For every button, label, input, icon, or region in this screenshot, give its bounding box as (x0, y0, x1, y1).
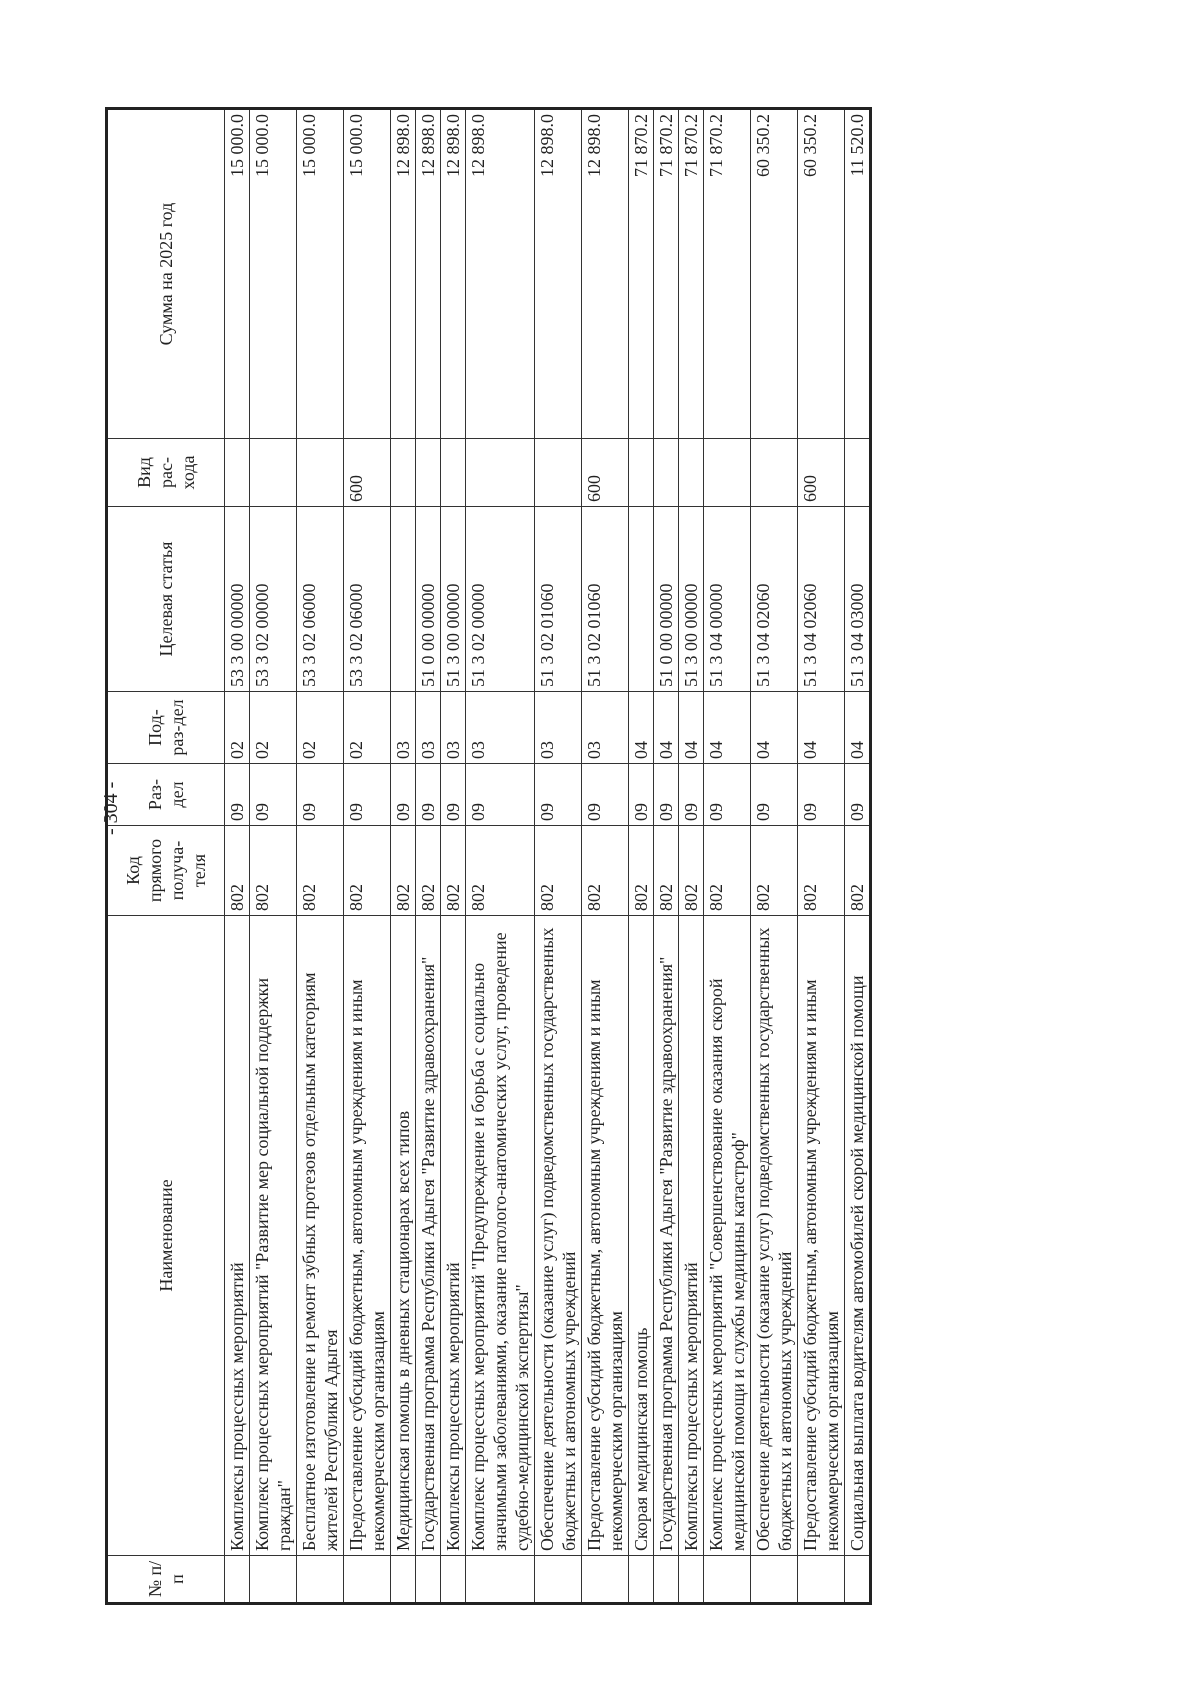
header-num: № п/п (107, 1556, 225, 1604)
cell-name: Комплексы процессных мероприятий (225, 916, 250, 1556)
header-recipient: Код прямого получа-теля (107, 826, 225, 916)
cell-recipient: 802 (225, 826, 250, 916)
page-number: - 304 - (100, 781, 122, 835)
cell-expense: 600 (798, 439, 845, 507)
cell-num (629, 1556, 654, 1604)
cell-subsection: 03 (391, 692, 416, 764)
table-row (416, 109, 441, 1604)
cell-target: 51 3 02 01060 (582, 507, 629, 692)
cell-expense (250, 439, 297, 507)
cell-recipient: 802 (704, 826, 751, 916)
budget-table (105, 107, 872, 1605)
cell-target: 51 3 02 01060 (535, 507, 582, 692)
cell-recipient: 802 (416, 826, 441, 916)
header-subsection: Под-раз-дел (107, 692, 225, 764)
cell-subsection: 04 (845, 692, 871, 764)
cell-amount: 71 870.2 (629, 109, 654, 439)
cell-num (416, 1556, 441, 1604)
cell-amount: 15 000.0 (344, 109, 391, 439)
cell-subsection: 04 (679, 692, 704, 764)
cell-subsection: 04 (704, 692, 751, 764)
cell-section: 09 (679, 764, 704, 826)
table-row (704, 109, 751, 1604)
cell-amount: 12 898.0 (535, 109, 582, 439)
cell-name: Скорая медицинская помощь (629, 916, 654, 1556)
cell-expense (629, 439, 654, 507)
cell-num (582, 1556, 629, 1604)
cell-name: Комплекс процессных мероприятий "Совершенствование оказания скорой медицинской помощи и службы медицины катастроф" (704, 916, 751, 1556)
cell-expense (416, 439, 441, 507)
cell-expense (297, 439, 344, 507)
header-section: Раз-дел (107, 764, 225, 826)
cell-expense (535, 439, 582, 507)
cell-recipient: 802 (845, 826, 871, 916)
table-row (679, 109, 704, 1604)
cell-expense (751, 439, 798, 507)
cell-section: 09 (704, 764, 751, 826)
cell-subsection: 02 (225, 692, 250, 764)
cell-subsection: 03 (466, 692, 535, 764)
cell-recipient: 802 (250, 826, 297, 916)
budget-table-container (105, 110, 1075, 1605)
table-row (250, 109, 297, 1604)
cell-name: Социальная выплата водителям автомобилей скорой медицинской помощи (845, 916, 871, 1556)
cell-name: Обеспечение деятельности (оказание услуг) подведомственных государственных бюджетных и автономных учреждений (535, 916, 582, 1556)
cell-name: Комплекс процессных мероприятий "Предупреждение и борьба с социально значимыми заболеваниями, оказание патолого-анатомических услуг, проведение судебно-медицинской экспертизы" (466, 916, 535, 1556)
table-header-row (107, 109, 225, 1604)
cell-section: 09 (344, 764, 391, 826)
cell-num (654, 1556, 679, 1604)
table-row (751, 109, 798, 1604)
cell-subsection: 03 (582, 692, 629, 764)
cell-num (344, 1556, 391, 1604)
cell-num (845, 1556, 871, 1604)
cell-recipient: 802 (466, 826, 535, 916)
cell-expense: 600 (582, 439, 629, 507)
cell-name: Комплексы процессных мероприятий (679, 916, 704, 1556)
cell-name: Комплекс процессных мероприятий "Развитие мер социальной поддержки граждан" (250, 916, 297, 1556)
cell-name: Государственная программа Республики Адыгея "Развитие здравоохранения" (416, 916, 441, 1556)
cell-amount: 15 000.0 (225, 109, 250, 439)
cell-num (751, 1556, 798, 1604)
cell-name: Обеспечение деятельности (оказание услуг) подведомственных государственных бюджетных и автономных учреждений (751, 916, 798, 1556)
cell-section: 09 (416, 764, 441, 826)
cell-target: 53 3 00 00000 (225, 507, 250, 692)
cell-recipient: 802 (297, 826, 344, 916)
cell-expense (391, 439, 416, 507)
cell-num (441, 1556, 466, 1604)
table-row (344, 109, 391, 1604)
cell-section: 09 (225, 764, 250, 826)
cell-section: 09 (845, 764, 871, 826)
cell-target: 51 3 04 02060 (798, 507, 845, 692)
cell-subsection: 02 (250, 692, 297, 764)
cell-name: Предоставление субсидий бюджетным, автономным учреждениям и иным некоммерческим организациям (344, 916, 391, 1556)
cell-recipient: 802 (751, 826, 798, 916)
cell-target: 51 3 00 00000 (679, 507, 704, 692)
cell-num (297, 1556, 344, 1604)
cell-expense (845, 439, 871, 507)
table-row (582, 109, 629, 1604)
cell-amount: 71 870.2 (654, 109, 679, 439)
cell-num (679, 1556, 704, 1604)
cell-amount: 71 870.2 (679, 109, 704, 439)
cell-target: 51 3 02 00000 (466, 507, 535, 692)
cell-target: 53 3 02 06000 (344, 507, 391, 692)
header-expense: Вид рас-хода (107, 439, 225, 507)
cell-subsection: 02 (344, 692, 391, 764)
cell-num (391, 1556, 416, 1604)
cell-num (798, 1556, 845, 1604)
cell-amount: 12 898.0 (582, 109, 629, 439)
cell-recipient: 802 (391, 826, 416, 916)
cell-section: 09 (391, 764, 416, 826)
cell-name: Комплексы процессных мероприятий (441, 916, 466, 1556)
cell-recipient: 802 (798, 826, 845, 916)
header-amount: Сумма на 2025 год (107, 109, 225, 439)
cell-num (704, 1556, 751, 1604)
cell-subsection: 04 (629, 692, 654, 764)
cell-name: Медицинская помощь в дневных стационарах всех типов (391, 916, 416, 1556)
cell-recipient: 802 (344, 826, 391, 916)
cell-recipient: 802 (654, 826, 679, 916)
cell-subsection: 03 (416, 692, 441, 764)
cell-name: Бесплатное изготовление и ремонт зубных протезов отдельным категориям жителей Республики Адыгея (297, 916, 344, 1556)
cell-amount: 71 870.2 (704, 109, 751, 439)
cell-amount: 11 520.0 (845, 109, 871, 439)
cell-amount: 12 898.0 (416, 109, 441, 439)
cell-subsection: 04 (654, 692, 679, 764)
cell-recipient: 802 (535, 826, 582, 916)
cell-recipient: 802 (582, 826, 629, 916)
cell-target: 51 3 04 02060 (751, 507, 798, 692)
cell-expense: 600 (344, 439, 391, 507)
cell-section: 09 (751, 764, 798, 826)
cell-amount: 12 898.0 (391, 109, 416, 439)
table-row (535, 109, 582, 1604)
cell-amount: 60 350.2 (798, 109, 845, 439)
cell-target: 53 3 02 06000 (297, 507, 344, 692)
cell-target: 51 3 04 00000 (704, 507, 751, 692)
table-row (441, 109, 466, 1604)
table-body (225, 109, 871, 1604)
cell-target (391, 507, 416, 692)
cell-subsection: 04 (751, 692, 798, 764)
cell-section: 09 (582, 764, 629, 826)
cell-section: 09 (466, 764, 535, 826)
cell-target: 51 3 00 00000 (441, 507, 466, 692)
cell-subsection: 03 (441, 692, 466, 764)
header-target: Целевая статья (107, 507, 225, 692)
cell-section: 09 (654, 764, 679, 826)
cell-expense (704, 439, 751, 507)
table-row (654, 109, 679, 1604)
table-row (798, 109, 845, 1604)
cell-recipient: 802 (441, 826, 466, 916)
cell-target: 51 0 00 00000 (654, 507, 679, 692)
cell-amount: 12 898.0 (466, 109, 535, 439)
cell-num (225, 1556, 250, 1604)
table-row (297, 109, 344, 1604)
cell-section: 09 (441, 764, 466, 826)
cell-num (535, 1556, 582, 1604)
cell-name: Государственная программа Республики Адыгея "Развитие здравоохранения" (654, 916, 679, 1556)
cell-expense (441, 439, 466, 507)
cell-target (629, 507, 654, 692)
cell-target: 53 3 02 00000 (250, 507, 297, 692)
cell-section: 09 (629, 764, 654, 826)
cell-amount: 12 898.0 (441, 109, 466, 439)
cell-name: Предоставление субсидий бюджетным, автономным учреждениям и иным некоммерческим организациям (798, 916, 845, 1556)
cell-amount: 15 000.0 (250, 109, 297, 439)
cell-expense (225, 439, 250, 507)
cell-subsection: 03 (535, 692, 582, 764)
cell-subsection: 04 (798, 692, 845, 764)
cell-section: 09 (535, 764, 582, 826)
cell-expense (466, 439, 535, 507)
cell-target: 51 3 04 03000 (845, 507, 871, 692)
cell-num (250, 1556, 297, 1604)
header-name: Наименование (107, 916, 225, 1556)
table-row (225, 109, 250, 1604)
cell-target: 51 0 00 00000 (416, 507, 441, 692)
cell-num (466, 1556, 535, 1604)
cell-recipient: 802 (629, 826, 654, 916)
cell-name: Предоставление субсидий бюджетным, автономным учреждениям и иным некоммерческим организациям (582, 916, 629, 1556)
table-row (629, 109, 654, 1604)
cell-subsection: 02 (297, 692, 344, 764)
cell-recipient: 802 (679, 826, 704, 916)
cell-amount: 60 350.2 (751, 109, 798, 439)
cell-expense (679, 439, 704, 507)
table-row (466, 109, 535, 1604)
table-row (391, 109, 416, 1604)
cell-section: 09 (297, 764, 344, 826)
table-row (845, 109, 871, 1604)
cell-section: 09 (798, 764, 845, 826)
cell-amount: 15 000.0 (297, 109, 344, 439)
cell-expense (654, 439, 679, 507)
cell-section: 09 (250, 764, 297, 826)
